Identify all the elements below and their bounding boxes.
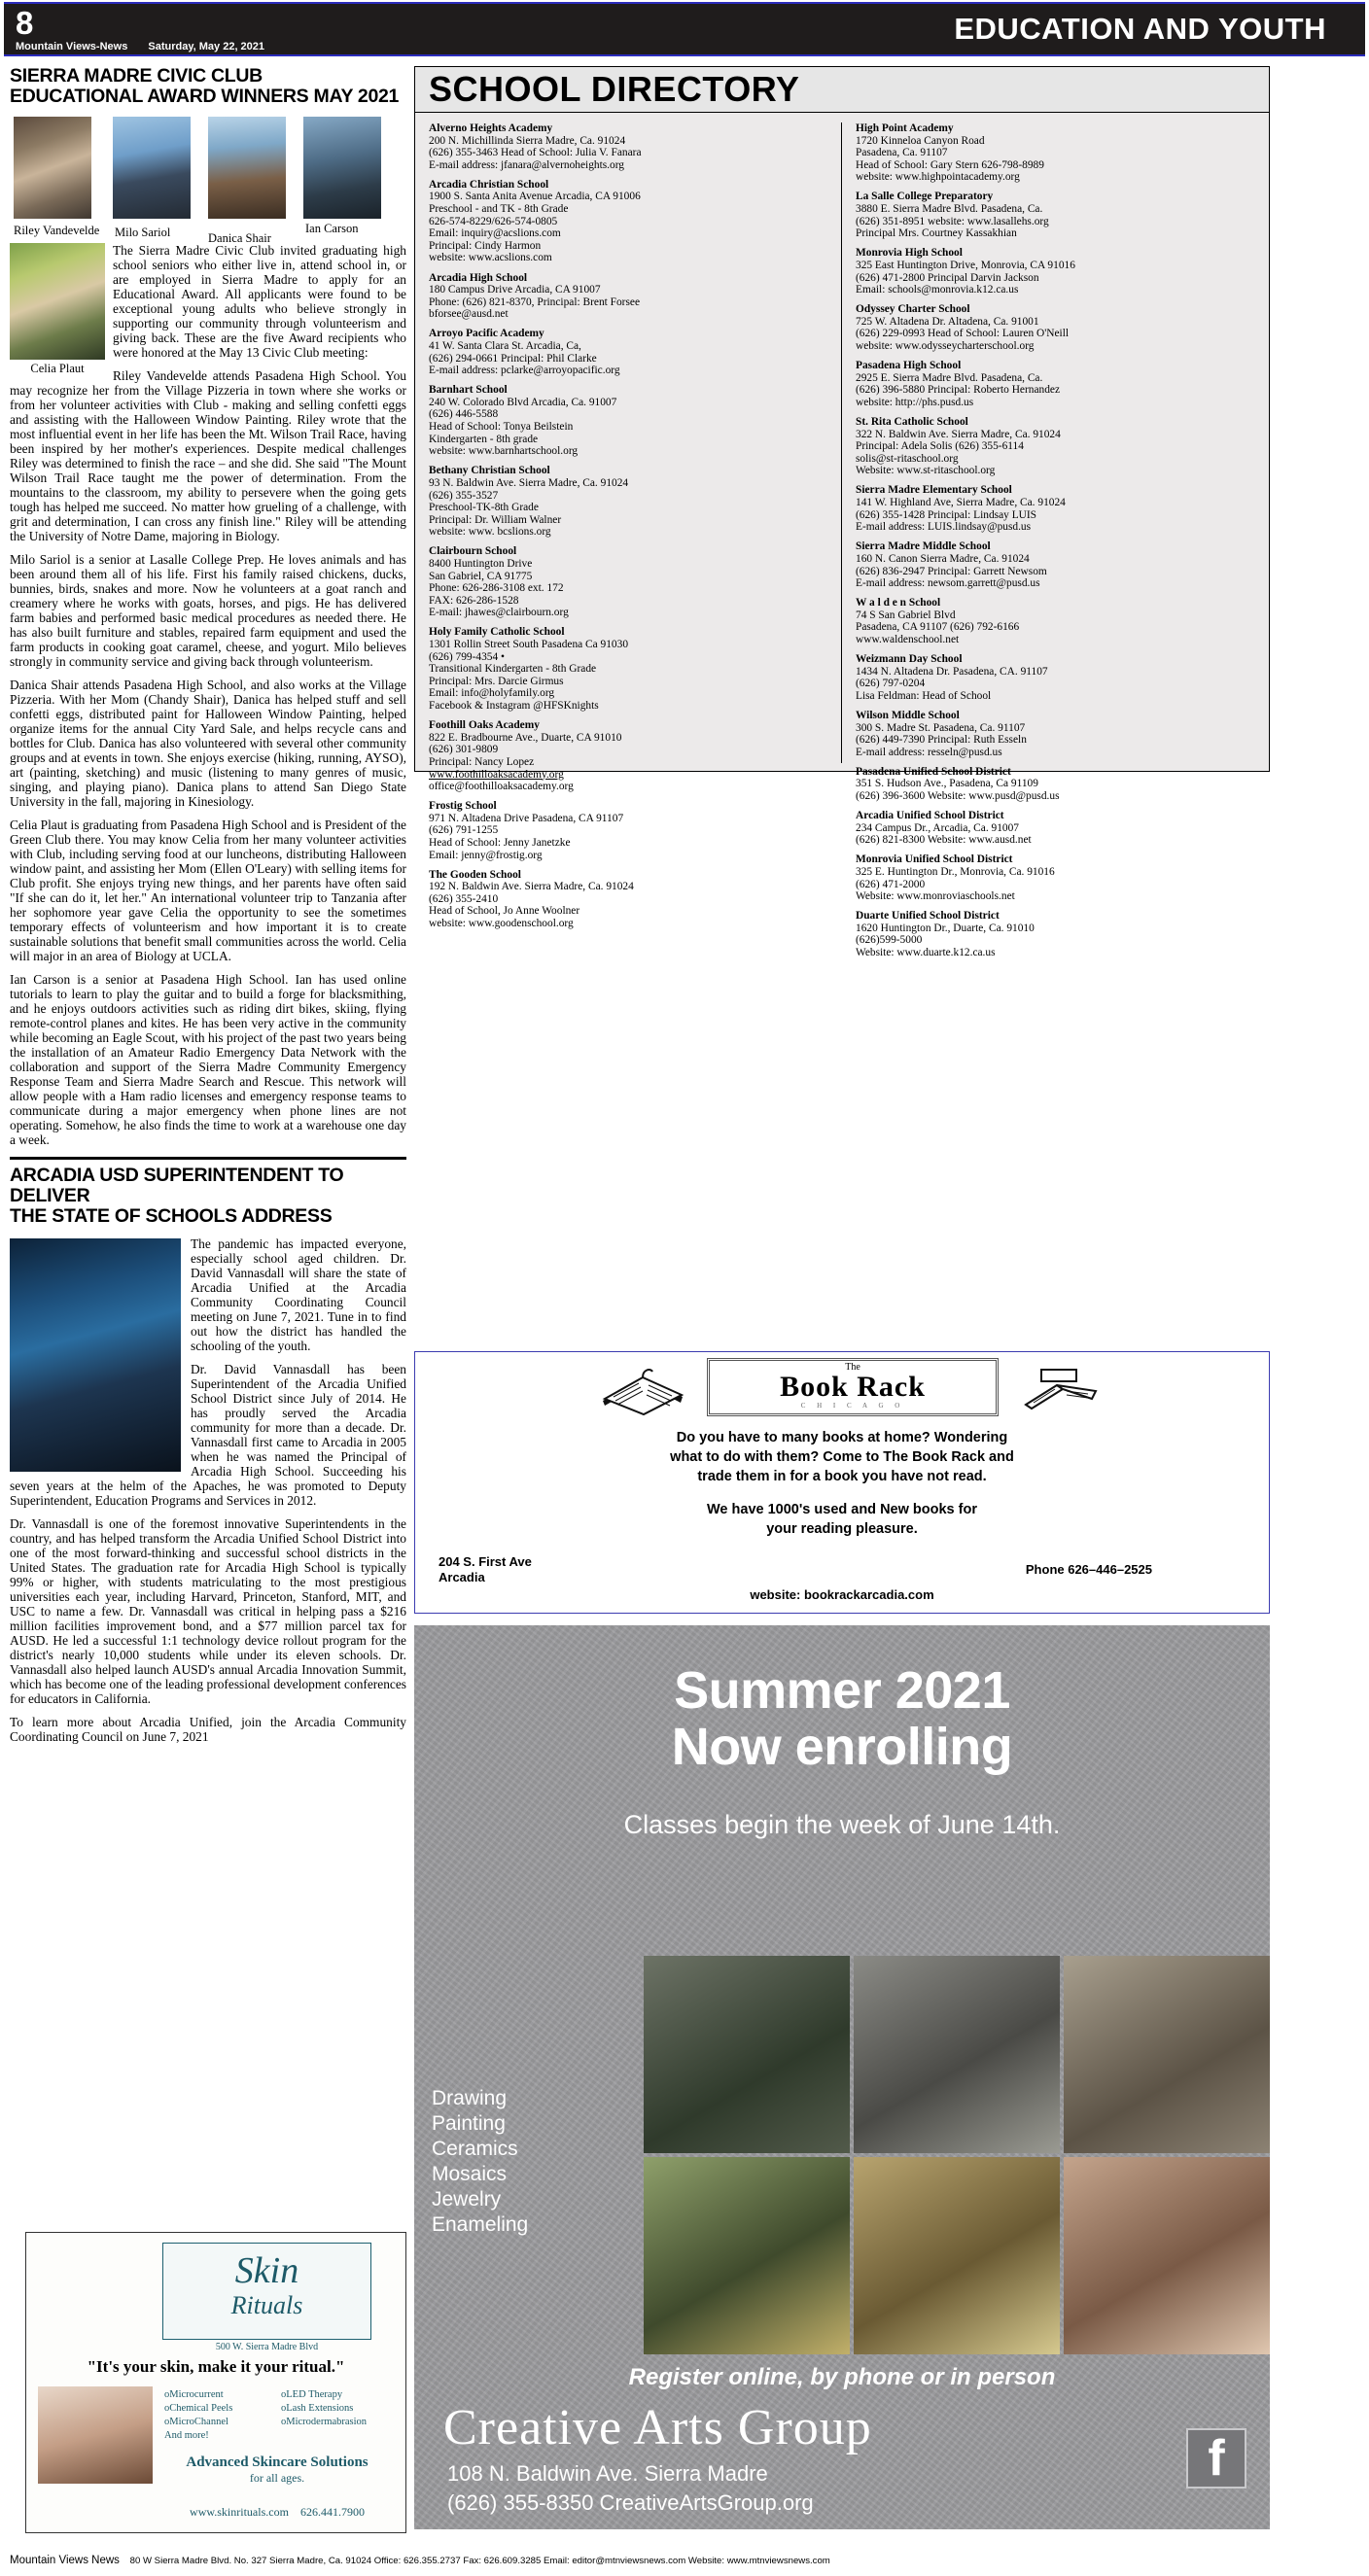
- directory-school-detail: (626) 355-3527: [429, 489, 499, 502]
- section-title: EDUCATION AND YOUTH: [954, 12, 1326, 46]
- school-directory-title-bar: [414, 66, 1270, 113]
- directory-school-detail[interactable]: Email: jenny@frostig.org: [429, 849, 543, 861]
- directory-school-detail: (626) 294-0661 Principal: Phil Clarke: [429, 352, 597, 365]
- directory-school-detail[interactable]: (626) 821-8300 Website: www.ausd.net: [856, 834, 1032, 847]
- directory-school-detail: 351 S. Hudson Ave., Pasadena, Ca 91109: [856, 778, 1038, 790]
- directory-entry: [856, 540, 1255, 589]
- book-rack-line-3: trade them in for a book you have not read.: [697, 1469, 987, 1484]
- directory-school-detail: (626) 446-5588: [429, 408, 499, 421]
- directory-school-detail[interactable]: Website: www.st-ritaschool.org: [856, 465, 996, 477]
- directory-entry: [856, 766, 1255, 803]
- portrait-photo: [208, 117, 286, 219]
- arcadia-paragraph-3: Dr. Vannasdall is one of the foremost innovative Superintendents in the country, and has helped transform the Arcadia Unified School District into one of the most forward-thinking and successful school districts in the United States. The graduation rate for Arcadia High School is typically 99% or higher, with students matriculating to the most prestigious universities each year, including Harvard, Princeton, Stanford, MIT, and USC to name a few. Dr. Vannasdall was critical in helping pass a $216 million facilities improvement bond, and a $77 million parcel tax for AUSD. He led a successful 1:1 technology device rollout program for the district's nearly 10,000 students while under its eleven schools. Dr. Vannasdall also helped launch AUSD's annual Arcadia Innovation Summit, which has become one of the leading professional development conferences for educators in California.: [10, 1516, 406, 1706]
- celia-photo: [10, 243, 105, 360]
- directory-entry: [856, 360, 1255, 408]
- directory-school-name: Duarte Unified School District: [856, 910, 1000, 922]
- directory-entry: [429, 179, 827, 264]
- directory-school-detail: 626-574-8229/626-574-0805: [429, 215, 558, 227]
- directory-school-name: Odyssey Charter School: [856, 303, 970, 316]
- school-directory-title: SCHOOL DIRECTORY: [429, 69, 800, 109]
- book-rack-logo: [707, 1358, 999, 1416]
- portrait-photo: [113, 117, 191, 219]
- directory-school-detail[interactable]: Email: info@holyfamily.org: [429, 687, 555, 700]
- directory-school-name: Frostig School: [429, 800, 497, 813]
- book-rack-sub: C H I C A G O: [800, 1402, 905, 1410]
- directory-school-name: Clairbourn School: [429, 545, 517, 558]
- civic-paragraph-2: Riley Vandevelde attends Pasadena High School. You may recognize her from the Village Pizzeria in town where she works or from her volunteer activities with Club - making and selling confetti eggs and assisting with the Halloween Window Painting. Riley wrote that the most influential event in her life has been the Mt. Wilson Trail Race, having been inspired by her mother's experiences. Despite medical challenges Riley was determined to finish the race – and she did. She said "The Mount Wilson Trail Race taught me the power of determination. From the mountains to the classroom, my ability to persevere when the going gets tough has helped me succeed. No matter how grueling of a challenge, with grit and determination, I can cross any finish line." Riley will be attending the University of Notre Dame, majoring in Biology.: [10, 368, 406, 543]
- directory-school-detail[interactable]: office@foothilloaksacademy.org: [429, 781, 574, 793]
- facebook-icon[interactable]: f: [1186, 2428, 1246, 2489]
- directory-school-detail: Head of School: Gary Stern 626-798-8989: [856, 158, 1044, 171]
- directory-school-detail: 725 W. Altadena Dr. Altadena, Ca. 91001: [856, 315, 1039, 328]
- directory-school-name: Sierra Madre Middle School: [856, 540, 991, 553]
- creative-arts-headline-line1: Summer 2021: [674, 1661, 1010, 1720]
- creative-arts-photo: [1064, 2157, 1270, 2354]
- directory-school-detail[interactable]: Email: inquiry@acslions.com: [429, 227, 561, 240]
- directory-school-detail[interactable]: E-mail address: pclarke@arroyopacific.org: [429, 365, 620, 377]
- directory-entry: [856, 597, 1255, 645]
- arcadia-usd-body: [10, 1236, 406, 1744]
- directory-school-detail: 1720 Kinneloa Canyon Road: [856, 134, 985, 147]
- directory-school-name: Pasadena High School: [856, 360, 962, 372]
- directory-entry: [429, 272, 827, 321]
- directory-school-name: Arcadia High School: [429, 271, 528, 284]
- service-row: [164, 2388, 398, 2402]
- directory-school-detail: 8400 Huntington Drive: [429, 558, 533, 570]
- directory-school-detail: Transitional Kindergarten - 8th Grade: [429, 663, 597, 676]
- directory-school-name: Bethany Christian School: [429, 465, 550, 477]
- directory-school-name: Foothill Oaks Academy: [429, 719, 540, 732]
- school-directory-body: [414, 113, 1270, 959]
- directory-school-detail[interactable]: Website: www.duarte.k12.ca.us: [856, 947, 996, 959]
- directory-entry: [856, 910, 1255, 958]
- directory-school-detail: (626)599-5000: [856, 934, 923, 947]
- directory-school-name: Monrovia Unified School District: [856, 853, 1013, 866]
- directory-school-detail[interactable]: bforsee@ausd.net: [429, 308, 509, 321]
- directory-school-detail[interactable]: E-mail: jhawes@clairbourn.org: [429, 607, 569, 619]
- directory-entry: [856, 122, 1255, 184]
- book-rack-footer: [415, 1554, 1269, 1609]
- directory-entry: [429, 719, 827, 793]
- class-list-item: Mosaics: [432, 2163, 508, 2185]
- page-footer: [10, 2555, 1361, 2566]
- directory-school-detail[interactable]: website: www.odysseycharterschool.org: [856, 340, 1035, 352]
- directory-school-detail[interactable]: (626) 396-3600 Website: www.pusd@pusd.us: [856, 790, 1060, 802]
- masthead-subline: [16, 41, 282, 52]
- directory-school-detail[interactable]: (626) 351-8951 website: www.lasallehs.org: [856, 215, 1049, 227]
- directory-school-detail: 1301 Rollin Street South Pasadena Ca 91030: [429, 639, 629, 651]
- directory-school-detail: (626) 799-4354 •: [429, 650, 506, 663]
- book-rack-website[interactable]: website: bookrackarcadia.com: [750, 1587, 934, 1602]
- directory-column-left: [415, 122, 842, 930]
- directory-school-name: Alverno Heights Academy: [429, 122, 553, 134]
- directory-school-detail: Principal: Dr. William Walner: [429, 513, 562, 526]
- directory-school-detail: Head of School, Jo Anne Woolner: [429, 905, 580, 918]
- book-rack-the: The: [845, 1362, 860, 1373]
- page-masthead: [4, 2, 1365, 56]
- directory-school-detail: (626) 791-1255: [429, 824, 499, 837]
- directory-entry: [856, 416, 1255, 477]
- creative-arts-photo: [854, 1956, 1060, 2153]
- directory-school-detail: Principal: Nancy Lopez: [429, 755, 535, 768]
- book-rack-line-1: Do you have to many books at home? Wondering: [676, 1430, 1008, 1445]
- service-item: oMicroChannel: [164, 2417, 228, 2427]
- directory-school-detail: 200 N. Michillinda Sierra Madre, Ca. 91024: [429, 134, 626, 147]
- section-divider: [10, 1157, 406, 1160]
- directory-school-detail: 3880 E. Sierra Madre Blvd. Pasadena, Ca.: [856, 203, 1043, 216]
- civic-paragraph-1: The Sierra Madre Civic Club invited graduating high school seniors who either live in, attend school in, or are employed in Sierra Madre to apply for an Educational Award. All applicants were found to be exceptional young adults who believe strongly in supporting our community through volunteerism and giving back. These are the five Award recipients who were honored at the May 13 Civic Club meeting:: [113, 243, 406, 360]
- arcadia-headline-line2: THE STATE OF SCHOOLS ADDRESS: [10, 1205, 333, 1227]
- creative-arts-headline-line2: Now enrolling: [671, 1718, 1013, 1776]
- skin-rituals-advanced-line2: for all ages.: [249, 2471, 305, 2485]
- creative-arts-phone-website[interactable]: (626) 355-8350 CreativeArtsGroup.org: [447, 2490, 814, 2515]
- directory-school-detail: San Gabriel, CA 91775: [429, 570, 533, 582]
- civic-paragraph-5: Celia Plaut is graduating from Pasadena High School and is President of the Green Club there. You may know Celia from her many volunteer activities with Club, including serving food at our luncheons, distributing Halloween window paint, and assisting her Mom (Ellen O'Leary) with selling items for Club profit. She enjoys trying new things, and her parents have often said "If she can do it, let her." An international volunteer trip to Tanzania after her sophomore year gave Celia the opportunity to see the sometimes temporary effects of volunteerism and how important it is to create sustainable solutions that benefit small communities across the world. Celia will major in an area of Biology at UCLA.: [10, 818, 406, 963]
- directory-school-detail[interactable]: Website: www.monroviaschools.net: [856, 890, 1015, 903]
- directory-entry: [856, 247, 1255, 296]
- directory-school-detail: 240 W. Colorado Blvd Arcadia, Ca. 91007: [429, 396, 617, 408]
- directory-entry: [429, 545, 827, 619]
- creative-arts-photo: [1064, 1956, 1270, 2153]
- directory-school-detail: Lisa Feldman: Head of School: [856, 689, 992, 702]
- directory-school-detail: 160 N. Canon Sierra Madre, Ca. 91024: [856, 552, 1030, 565]
- celia-caption: Celia Plaut: [30, 362, 85, 375]
- portrait-photo: [303, 117, 381, 219]
- directory-school-detail: 322 N. Baldwin Ave. Sierra Madre, Ca. 91024: [856, 428, 1061, 440]
- directory-school-detail[interactable]: website: www.goodenschool.org: [429, 918, 574, 930]
- school-directory: [414, 66, 1270, 959]
- civic-paragraph-4: Danica Shair attends Pasadena High School, and also works at the Village Pizzeria. With her Mom (Chandy Shair), Danica has helped stuff and sell confetti eggs, distributed paint for Halloween Window Painting, helped organize items for the annual City Yard Sale, and helps recycle cans and bottles for Club. Danica has also volunteered with several other community groups and at events in town. She enjoys exercise (hiking, running, AYSO), art (painting, sketching) and music (listening to many genres of music, singing, and playing piano). Danica plans to attend San Diego State University in the fall, majoring in Kinesiology.: [10, 678, 406, 809]
- directory-school-detail: Phone: (626) 821-8370, Principal: Brent Forsee: [429, 296, 641, 308]
- portrait-caption: Ian Carson: [305, 222, 359, 235]
- directory-entry: [856, 710, 1255, 758]
- directory-school-detail: 192 N. Baldwin Ave. Sierra Madre, Ca. 91024: [429, 881, 634, 893]
- creative-arts-headline: [414, 1662, 1270, 1775]
- directory-school-detail: Principal: Cindy Harmon: [429, 239, 542, 252]
- directory-school-detail: Preschool-TK-8th Grade: [429, 502, 539, 514]
- directory-entry: [856, 853, 1255, 902]
- directory-school-detail[interactable]: website: http://phs.pusd.us: [856, 396, 974, 408]
- skin-rituals-logo-line2: Rituals: [230, 2291, 303, 2319]
- creative-arts-subhead: Classes begin the week of June 14th.: [623, 1810, 1061, 1839]
- directory-school-detail: (626) 355-2410: [429, 892, 499, 905]
- creative-arts-address: 108 N. Baldwin Ave. Sierra Madre: [447, 2461, 768, 2486]
- civic-club-body: [10, 243, 406, 1147]
- book-rack-phone[interactable]: Phone 626–446–2525: [1025, 1562, 1152, 1577]
- directory-school-detail: Kindergarten - 8th grade: [429, 433, 539, 445]
- directory-school-detail[interactable]: E-mail address: LUIS.lindsay@pusd.us: [856, 521, 1032, 534]
- creative-arts-register-line: Register online, by phone or in person: [628, 2364, 1056, 2390]
- directory-school-detail: 93 N. Baldwin Ave. Sierra Madre, Ca. 91024: [429, 476, 629, 489]
- directory-school-detail: (626) 355-1428 Principal: Lindsay LUIS: [856, 508, 1037, 521]
- directory-school-detail: 141 W. Highland Ave, Sierra Madre, Ca. 91024: [856, 497, 1066, 509]
- portrait-caption: Milo Sariol: [115, 226, 171, 239]
- skin-rituals-contact[interactable]: [155, 2505, 400, 2520]
- directory-school-detail: 234 Campus Dr., Arcadia, Ca. 91007: [856, 821, 1019, 834]
- open-book-icon: [600, 1360, 687, 1418]
- skin-rituals-advanced-line1: Advanced Skincare Solutions: [186, 2454, 369, 2470]
- book-rack-copy-block-2: [415, 1500, 1269, 1539]
- skin-rituals-model-photo: [38, 2386, 153, 2484]
- civic-paragraph-6: Ian Carson is a senior at Pasadena High School. Ian has used online tutorials to learn to play the guitar and to build a forge for blacksmithing, and he enjoys outdoors activities such as riding dirt bikes, skiing, flying remote-control planes and kites. He has been very active in the community while becoming an Eagle Scout, with his project of the past two years being the installation of an Amateur Radio Emergency Data Network with the collaboration and support of the Sierra Madre Community Emergency Response Team and Sierra Madre Search and Rescue. This network will allow people with a Ham radio licenses and emergency response teams to communicate during a major emergency when phone lines are not operating. Somehow, he also finds the time to work at a warehouse one day a week.: [10, 972, 406, 1147]
- directory-school-detail[interactable]: E-mail address: jfanara@alvernoheights.org: [429, 158, 625, 171]
- skin-rituals-advertisement[interactable]: [25, 2232, 406, 2533]
- directory-school-name: Holy Family Catholic School: [429, 626, 565, 639]
- book-rack-address-line2: Arcadia: [439, 1570, 485, 1584]
- skin-rituals-logo: [162, 2243, 371, 2340]
- service-row: [164, 2402, 398, 2416]
- creative-arts-class-list: [432, 2086, 528, 2238]
- directory-school-detail[interactable]: www.foothilloaksacademy.org: [429, 768, 564, 781]
- directory-school-detail: 1620 Huntington Dr., Duarte, Ca. 91010: [856, 922, 1035, 934]
- class-list-item: Ceramics: [432, 2138, 518, 2160]
- directory-school-name: Arcadia Unified School District: [856, 810, 1004, 822]
- directory-entry: [856, 653, 1255, 702]
- directory-entry: [429, 122, 827, 171]
- directory-entry: [429, 465, 827, 539]
- directory-school-detail: (626) 396-5880 Principal: Roberto Hernandez: [856, 384, 1061, 397]
- page-number: 8: [16, 5, 33, 41]
- class-list-item: Drawing: [432, 2087, 508, 2109]
- portrait-caption: Riley Vandevelde: [14, 224, 100, 237]
- book-rack-line-5: your reading pleasure.: [766, 1521, 918, 1537]
- skin-rituals-website[interactable]: www.skinrituals.com: [190, 2505, 289, 2519]
- footer-paper-name: Mountain Views News: [10, 2555, 120, 2566]
- creative-arts-name: Creative Arts Group: [443, 2400, 872, 2455]
- arcadia-paragraph-4: To learn more about Arcadia Unified, join the Arcadia Community Coordinating Council on June 7, 2021: [10, 1715, 406, 1744]
- creative-arts-group-advertisement[interactable]: [414, 1625, 1270, 2529]
- directory-column-right: [842, 122, 1269, 959]
- skin-rituals-advanced-block: [155, 2454, 400, 2486]
- directory-school-name: Sierra Madre Elementary School: [856, 484, 1012, 497]
- award-winner-portraits: [10, 117, 406, 243]
- directory-school-name: Monrovia High School: [856, 247, 963, 260]
- directory-entry: [856, 810, 1255, 847]
- directory-school-detail: (626) 471-2000: [856, 878, 926, 890]
- directory-school-name: W a l d e n School: [856, 597, 941, 609]
- creative-arts-photo: [854, 2157, 1060, 2354]
- directory-school-detail[interactable]: E-mail address: resseln@pusd.us: [856, 746, 1002, 758]
- directory-entry: [856, 303, 1255, 352]
- portrait-photo: [14, 117, 91, 219]
- directory-entry: [856, 191, 1255, 239]
- directory-school-detail[interactable]: solis@st-ritaschool.org: [856, 452, 959, 465]
- creative-arts-photo-grid: [644, 1956, 1270, 2354]
- directory-entry: [429, 328, 827, 376]
- directory-school-name: Weizmann Day School: [856, 653, 963, 666]
- directory-school-detail: (626) 836-2947 Principal: Garrett Newsom: [856, 565, 1047, 577]
- service-item: oChemical Peels: [164, 2403, 233, 2414]
- class-list-item: Jewelry: [432, 2188, 502, 2210]
- directory-school-detail: 822 E. Bradbourne Ave., Duarte, CA 91010: [429, 731, 622, 744]
- directory-school-detail: 41 W. Santa Clara St. Arcadia, Ca,: [429, 340, 581, 352]
- directory-entry: [429, 800, 827, 861]
- directory-school-detail[interactable]: www.waldenschool.net: [856, 633, 960, 645]
- directory-school-detail[interactable]: Facebook & Instagram @HFSKnights: [429, 700, 599, 713]
- directory-school-detail: Phone: 626-286-3108 ext. 172: [429, 582, 564, 595]
- directory-school-name: Pasadena Unified School District: [856, 765, 1011, 778]
- directory-school-detail[interactable]: Email: schools@monrovia.k12.ca.us: [856, 284, 1019, 296]
- book-rack-line-4: We have 1000's used and New books for: [707, 1502, 977, 1517]
- skin-rituals-services: [164, 2388, 398, 2443]
- stacked-books-icon: [1018, 1360, 1106, 1418]
- directory-school-name: Wilson Middle School: [856, 709, 960, 721]
- skin-rituals-tagline: "It's your skin, make it your ritual.": [87, 2357, 345, 2376]
- directory-school-detail[interactable]: website: www.highpointacademy.org: [856, 171, 1020, 184]
- creative-arts-photo: [644, 1956, 850, 2153]
- footer-details: 80 W Sierra Madre Blvd. No. 327 Sierra Madre, Ca. 91024 Office: 626.355.2737 Fax: 626.609.3285 Email: editor@mtnviewsnews.com Website: www.mtnviewsnews.com: [129, 2556, 830, 2566]
- directory-entry: [429, 869, 827, 930]
- service-row: [164, 2416, 398, 2429]
- directory-school-detail: 1900 S. Santa Anita Avenue Arcadia, CA 91006: [429, 191, 641, 203]
- directory-school-detail: (626) 355-3463 Head of School: Julia V. Fanara: [429, 147, 642, 159]
- service-item: oLash Extensions: [281, 2403, 354, 2414]
- directory-school-detail[interactable]: website: www.barnhartschool.org: [429, 445, 579, 458]
- directory-school-name: Arcadia Christian School: [429, 178, 549, 191]
- arcadia-usd-headline: [10, 1166, 406, 1227]
- directory-school-detail: 325 E. Huntington Dr., Monrovia, Ca. 91016: [856, 865, 1055, 878]
- directory-school-detail[interactable]: E-mail address: newsom.garrett@pusd.us: [856, 577, 1040, 590]
- directory-school-detail: 74 S San Gabriel Blvd: [856, 609, 956, 621]
- directory-school-detail: 2925 E. Sierra Madre Blvd. Pasadena, Ca.: [856, 371, 1043, 384]
- directory-school-detail: Principal Mrs. Courtney Kassakhian: [856, 227, 1017, 240]
- directory-entry: [856, 484, 1255, 533]
- class-list-item: Enameling: [432, 2213, 529, 2236]
- directory-school-detail: Head of School: Tonya Beilstein: [429, 421, 574, 434]
- directory-school-detail: Pasadena, CA 91107 (626) 792-6166: [856, 621, 1020, 634]
- service-item: oLED Therapy: [281, 2389, 343, 2400]
- book-rack-copy-block-1: [415, 1428, 1269, 1486]
- directory-school-name: Arroyo Pacific Academy: [429, 328, 544, 340]
- directory-school-detail: Preschool - and TK - 8th Grade: [429, 203, 569, 216]
- portrait-caption: Danica Shair: [208, 231, 271, 245]
- book-rack-name: Book Rack: [780, 1371, 926, 1403]
- directory-school-detail: (626) 301-9809: [429, 744, 499, 756]
- directory-school-detail: Head of School: Jenny Janetzke: [429, 836, 571, 849]
- directory-school-detail[interactable]: website: www.acslions.com: [429, 252, 552, 264]
- creative-arts-photo: [644, 2157, 850, 2354]
- directory-school-detail: (626) 797-0204: [856, 678, 926, 690]
- directory-school-name: The Gooden School: [429, 868, 521, 881]
- book-rack-address: [439, 1554, 532, 1585]
- directory-school-detail: 180 Campus Drive Arcadia, CA 91007: [429, 284, 601, 296]
- directory-school-detail: FAX: 626-286-1528: [429, 594, 519, 607]
- service-item: oMicrodermabrasion: [281, 2417, 368, 2427]
- directory-school-detail: (626) 229-0993 Head of School: Lauren O'Neill: [856, 328, 1070, 340]
- directory-school-detail: (626) 449-7390 Principal: Ruth Esseln: [856, 734, 1027, 747]
- directory-school-name: Barnhart School: [429, 384, 508, 397]
- book-rack-logo-row: [415, 1352, 1269, 1424]
- directory-school-name: La Salle College Preparatory: [856, 191, 994, 203]
- paper-name: Mountain Views-News: [16, 41, 128, 52]
- directory-school-name: St. Rita Catholic School: [856, 415, 968, 428]
- skin-rituals-logo-line1: Skin: [234, 2250, 299, 2291]
- creative-arts-contact: [447, 2459, 814, 2518]
- directory-school-detail[interactable]: website: www. bcslions.org: [429, 526, 551, 539]
- directory-school-detail: 1434 N. Altadena Dr. Pasadena, CA. 91107: [856, 665, 1048, 678]
- directory-school-name: High Point Academy: [856, 122, 954, 134]
- directory-school-detail: 971 N. Altadena Drive Pasadena, CA 91107: [429, 812, 624, 824]
- service-item: oMicrocurrent: [164, 2389, 224, 2400]
- directory-school-detail: 300 S. Madre St. Pasadena, Ca. 91107: [856, 721, 1026, 734]
- skin-rituals-more: And more!: [164, 2430, 209, 2441]
- directory-entry: [429, 384, 827, 458]
- directory-entry: [429, 626, 827, 712]
- book-rack-line-2: what to do with them? Come to The Book Rack and: [670, 1449, 1014, 1465]
- directory-school-detail: Pasadena, Ca. 91107: [856, 147, 948, 159]
- arcadia-paragraph-1: The pandemic has impacted everyone, especially school aged children. Dr. David Vannasdall will share the state of Arcadia Unified at the Arcadia Community Coordinating Council meeting on June 7, 2021. Tune in to find out how the district has handled the schooling of the youth.: [191, 1236, 406, 1353]
- arcadia-headline-line1: ARCADIA USD SUPERINTENDENT TO DELIVER: [10, 1165, 344, 1206]
- civic-club-headline-line1: SIERRA MADRE CIVIC CLUB: [10, 65, 263, 87]
- directory-school-detail: 325 East Huntington Drive, Monrovia, CA 91016: [856, 259, 1075, 271]
- directory-school-detail: Principal: Mrs. Darcie Girmus: [429, 675, 564, 687]
- left-column: [10, 66, 406, 1753]
- civic-club-headline: [10, 66, 406, 107]
- book-rack-address-line1: 204 S. First Ave: [439, 1554, 532, 1569]
- directory-school-detail: (626) 471-2800 Principal Darvin Jackson: [856, 271, 1039, 284]
- class-list-item: Painting: [432, 2112, 506, 2135]
- civic-club-headline-line2: EDUCATIONAL AWARD WINNERS MAY 2021: [10, 86, 400, 107]
- superintendent-photo: [10, 1238, 181, 1472]
- civic-paragraph-3: Milo Sariol is a senior at Lasalle College Prep. He loves animals and has been around them all of his life. First his family raised chickens, ducks, bunnies, birds, snakes and more. Now he volunteers at a goat ranch and creamery where he works with goats, horses, and pigs. He has delivered farm babies and performed basic medical procedures as needed there. He has also built furniture and stables, repaired farm equipment and used the farm products in cooking goat caramel, cheese, and yogurt. Milo believes strongly in community service and giving back through volunteerism.: [10, 552, 406, 669]
- skin-rituals-address: 500 W. Sierra Madre Blvd: [215, 2342, 319, 2352]
- skin-rituals-phone[interactable]: 626.441.7900: [299, 2505, 365, 2519]
- arcadia-paragraph-2: Dr. David Vannasdall has been Superintendent of the Arcadia Unified School District since July of 2014. He has proudly served the Arcadia community for more than a decade. Dr. Vannasdall first came to Arcadia in 2005 when he was named the Principal of Arcadia High School. Succeeding his seven years at the helm of the Apaches, he was promoted to Deputy Superintendent, Education Programs and Services in 2012.: [10, 1362, 406, 1508]
- issue-date: Saturday, May 22, 2021: [148, 41, 265, 52]
- book-rack-advertisement[interactable]: [414, 1351, 1270, 1614]
- directory-school-detail: Principal: Adela Solis (626) 355-6114: [856, 440, 1024, 453]
